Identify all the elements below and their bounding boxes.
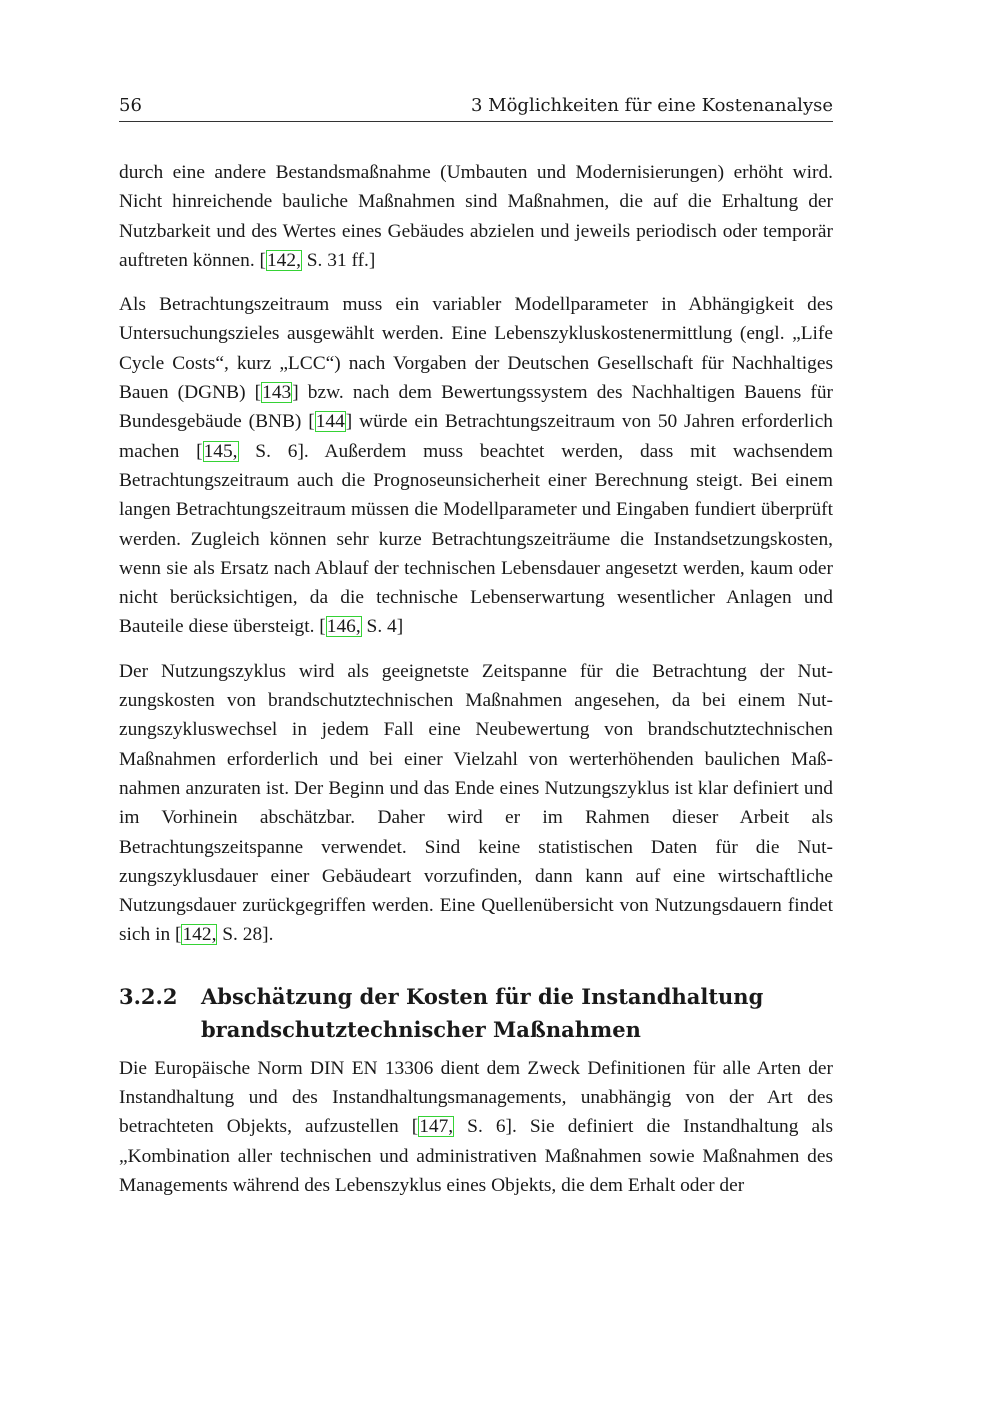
section-heading xyxy=(119,980,833,1046)
paragraph-text: Die Europäische Norm DIN EN 13306 dient dem Zweck Definitionen für alle Arten der Instandhaltung und des Instandhaltungsmanagements, unabhängig von der Art des betrachteten Objekts, aufzustellen [ xyxy=(119,1057,833,1138)
citation-link-146[interactable]: 146, xyxy=(326,616,361,638)
paragraph-text: Als Betrachtungszeitraum muss ein variabler Modellparameter in Abhängigkeit des Untersuchungszieles ausgewählt werden. Eine Lebenszykluskostenermittlung (engl. „Life Cycle Costs“, kurz „LCC“) nach Vorgaben der Deutschen Gesellschaft für Nachhaltiges Bauen (DGNB) [ xyxy=(119,294,833,404)
paragraph-2 xyxy=(119,290,833,642)
citation-link-144[interactable]: 144 xyxy=(315,411,345,433)
paragraph-text: ] würde ein Betrachtungszeitraum von 50 Jahren erforderlich machen [ xyxy=(119,411,833,462)
paragraph-text: durch eine andere Bestandsmaßnahme (Umbauten und Modernisierungen) erhöht wird. Nicht hinreichende bauliche Maßnahmen sind Maßnahmen, die auf die Erhaltung der Nutzbarkeit und des Wertes eines Gebäudes abzielen und jeweils periodisch oder temporär auftreten können. [ xyxy=(119,162,833,271)
section-title: Abschätzung der Kosten für die Instandhaltung brandschutztechnischer Maßnahmen xyxy=(201,983,764,1042)
running-header xyxy=(119,94,833,122)
citation-link-145[interactable]: 145, xyxy=(203,440,238,462)
paragraph-1 xyxy=(119,158,833,275)
paragraph-text: S. 6]. Sie definiert die Instandhaltung als „Kombination aller technischen und administrativen Maßnahmen sowie Maßnahmen des Managements während des Lebenszyklus eines Objekts, die dem Erhalt oder der xyxy=(119,1116,834,1196)
paragraph-4 xyxy=(119,1054,833,1200)
paragraph-text: S. 4] xyxy=(361,616,404,638)
paragraph-text: Der Nutzungszyklus wird als geeignetste Zeitspanne für die Betrachtung der Nutzungskosten von brandschutztechnischen Maßnahmen angesehen, da bei einem Nutzungszykluswechsel in jedem Fall eine Neubewertung von brandschutztechnischen Maßnahmen erforderlich und bei einer Vielzahl von werterhöhenden baulichen Maßnahmen anzuraten ist. Der Beginn und das Ende eines Nutzungszyklus ist klar definiert und im Vorhinein abschätzbar. Daher wird er im Rahmen dieser Arbeit als Betrachtungszeitspanne verwendet. Sind keine statistischen Daten für die Nutzungszyklusdauer einer Gebäudeart vorzufinden, dann kann auf eine wirtschaftliche Nutzungsdauer zurückgegriffen werden. Eine Quellenübersicht von Nutzungsdauern findet sich in [ xyxy=(119,660,833,946)
citation-link-147[interactable]: 147, xyxy=(419,1116,454,1138)
document-page xyxy=(119,94,833,1200)
paragraph-text: S. 28]. xyxy=(217,924,274,946)
page-number: 56 xyxy=(119,95,142,116)
paragraph-text: ] bzw. nach dem Bewertungssystem des Nachhaltigen Bauens für Bundesgebäude (BNB) [ xyxy=(119,382,833,433)
paragraph-3 xyxy=(119,657,833,950)
paragraph-text: S. 6]. Außerdem muss beachtet werden, dass mit wachsendem Betrachtungszeitraum auch die Prognoseunsicherheit einer Berechnung steigt. Bei einem langen Betrachtungszeitraum müssen die Modellparameter und Eingaben fundiert überprüft werden. Zugleich können sehr kurze Betrachtungszeiträume die Instandsetzungskosten, wenn sie als Ersatz nach Ablauf der technischen Lebensdauer angesetzt werden, kaum oder nicht berücksichtigen, da die technische Lebenserwartung wesentlicher Anlagen und Bauteile diese übersteigt. [ xyxy=(119,440,833,638)
section-number: 3.2.2 xyxy=(119,983,178,1009)
chapter-title: 3 Möglichkeiten für eine Kostenanalyse xyxy=(470,95,833,116)
citation-link-143[interactable]: 143 xyxy=(262,382,292,404)
paragraph-text: S. 31 ff.] xyxy=(301,249,376,271)
citation-link-142[interactable]: 142, xyxy=(266,249,301,271)
citation-link-142[interactable]: 142, xyxy=(182,924,217,946)
